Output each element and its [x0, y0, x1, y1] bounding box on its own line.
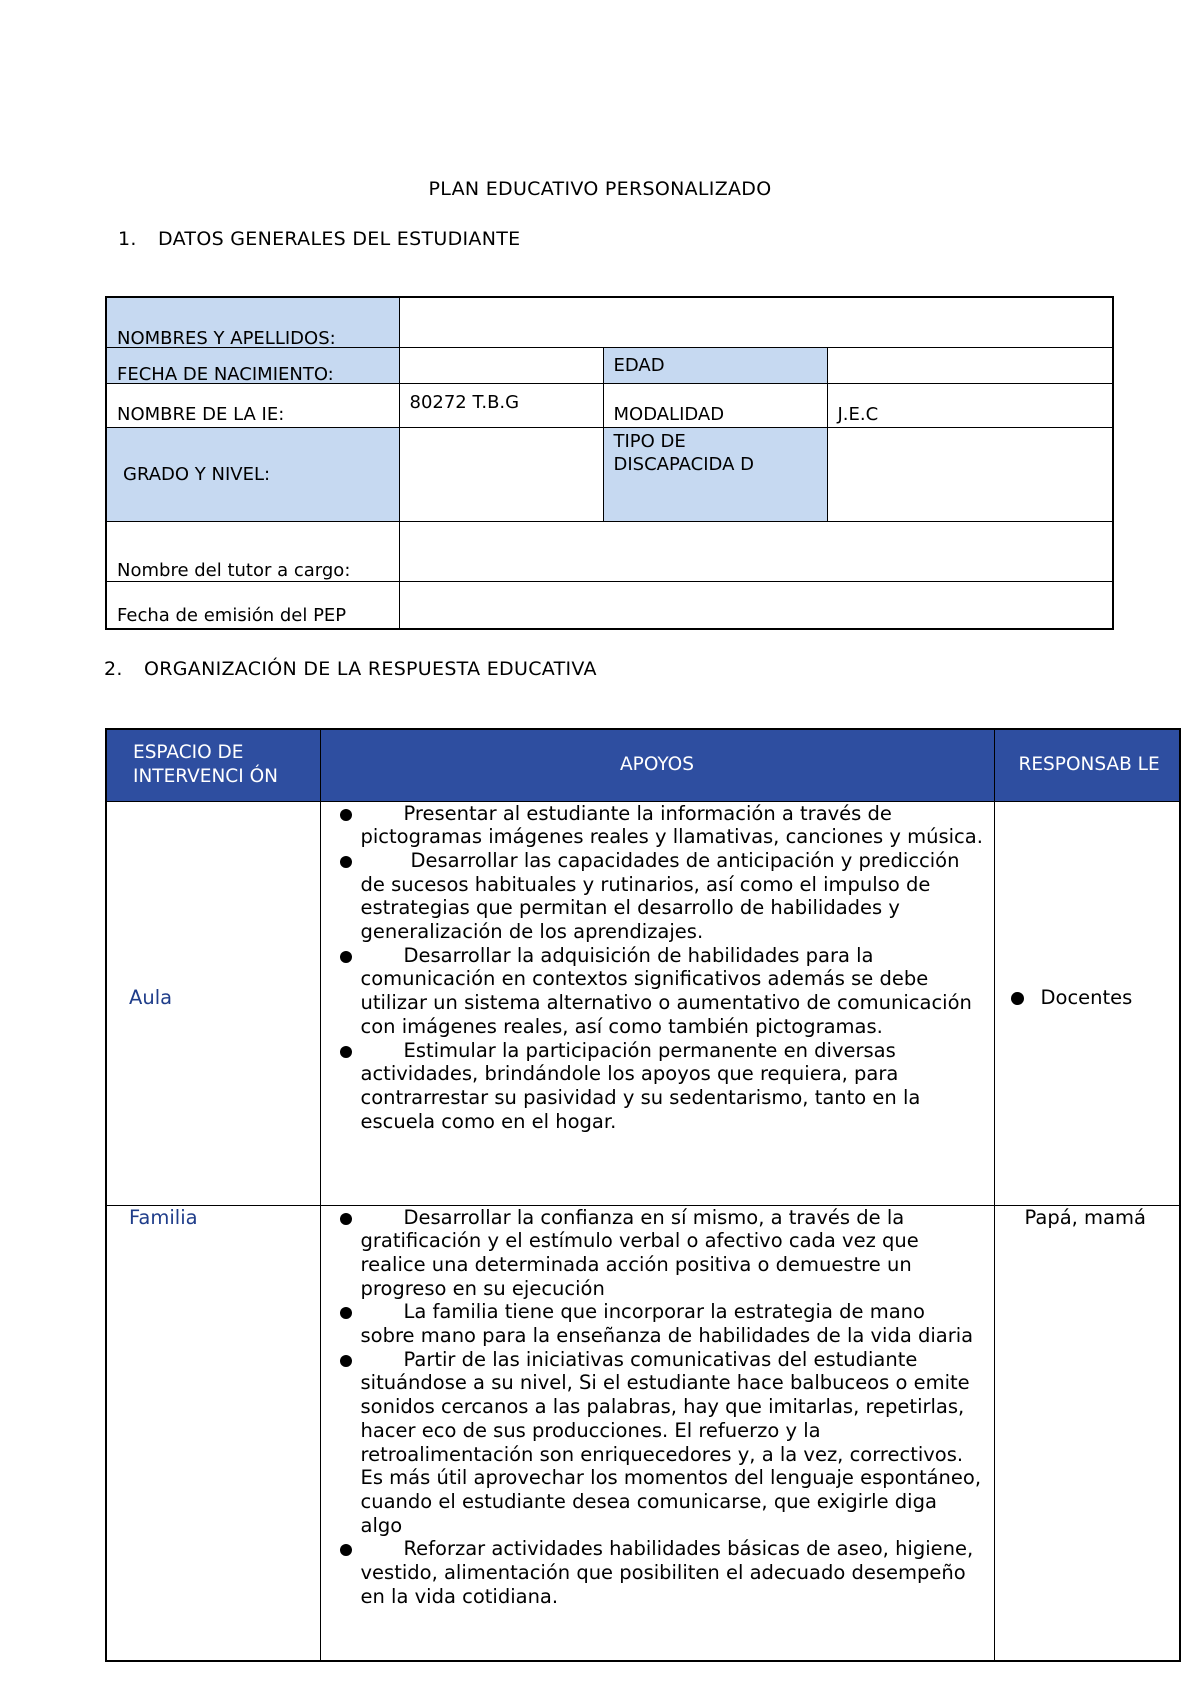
- bullet-icon: [340, 1307, 352, 1319]
- grado-nivel-label-text: GRADO Y NIVEL:: [123, 463, 271, 485]
- nombres-value[interactable]: [399, 297, 1113, 347]
- grado-nivel-value[interactable]: [399, 427, 603, 521]
- bullet-icon: [1011, 992, 1024, 1005]
- emision-value[interactable]: [399, 581, 1113, 629]
- apoyo-text: Desarrollar la confianza en sí mismo, a través de la gratificación y el estímulo verbal o afectivo cada vez que realice una determinada acción positiva o demuestre un progreso en su ejecución: [360, 1205, 919, 1300]
- list-item: [361, 802, 984, 849]
- bullet-icon: [340, 1046, 352, 1058]
- header-responsable: RESPONSAB LE: [994, 729, 1180, 801]
- section-1-heading: [118, 228, 520, 250]
- row-familia-responsable: Papá, mamá: [994, 1205, 1180, 1661]
- header-espacio: ESPACIO DE INTERVENCI ÓN: [106, 729, 320, 801]
- apoyo-text: Estimular la participación permanente en diversas actividades, brindándole los apoyos que requiera, para contrarrestar su pasividad y su sedentarismo, tanto en la escuela como en el hogar.: [360, 1038, 921, 1133]
- section-1-number: 1.: [118, 228, 137, 250]
- modalidad-label: MODALIDAD: [603, 383, 827, 427]
- bullet-icon: [340, 1213, 352, 1225]
- list-item: [361, 1300, 984, 1347]
- discapacidad-label-text: TIPO DE DISCAPACIDA D: [613, 430, 754, 475]
- section-2-heading: [104, 658, 597, 680]
- respuesta-educativa-table: [105, 728, 1181, 1662]
- tutor-value[interactable]: [399, 521, 1113, 581]
- row-aula-espacio: Aula: [106, 801, 320, 1205]
- discapacidad-label: [603, 427, 827, 521]
- apoyo-text: Desarrollar las capacidades de anticipación y predicción de sucesos habituales y rutinarios, así como el impulso de estrategias que permitan el desarrollo de habilidades y generalización de los aprendizajes.: [360, 848, 960, 944]
- row-familia-espacio: Familia: [106, 1205, 320, 1661]
- fecha-nacimiento-label: FECHA DE NACIMIENTO:: [106, 347, 399, 383]
- bullet-icon: [340, 856, 352, 868]
- bullet-icon: [340, 951, 352, 963]
- emision-label: Fecha de emisión del PEP: [106, 581, 399, 629]
- document-title: PLAN EDUCATIVO PERSONALIZADO: [428, 178, 772, 200]
- datos-generales-table: [105, 296, 1114, 630]
- ie-value[interactable]: 80272 T.B.G: [399, 383, 603, 427]
- list-item: [361, 849, 984, 944]
- apoyo-text: La familia tiene que incorporar la estrategia de mano sobre mano para la enseñanza de habilidades de la vida diaria: [360, 1300, 974, 1348]
- modalidad-value[interactable]: J.E.C: [827, 383, 1113, 427]
- list-item: [361, 1348, 984, 1538]
- apoyo-text: Reforzar actividades habilidades básicas de aseo, higiene, vestido, alimentación que posibiliten el adecuado desempeño en la vida cotidiana.: [360, 1537, 974, 1608]
- nombres-label: NOMBRES Y APELLIDOS:: [106, 297, 399, 347]
- responsable-text: Docentes: [1040, 986, 1133, 1010]
- section-2-number: 2.: [104, 658, 123, 680]
- bullet-icon: [340, 1544, 352, 1556]
- ie-label: NOMBRE DE LA IE:: [106, 383, 399, 427]
- discapacidad-value[interactable]: [827, 427, 1113, 521]
- edad-label: EDAD: [603, 347, 827, 383]
- bullet-icon: [340, 809, 352, 821]
- row-aula-apoyos: [320, 801, 994, 1205]
- fecha-nacimiento-value[interactable]: [399, 347, 603, 383]
- header-apoyos: APOYOS: [320, 729, 994, 801]
- list-item: [361, 1039, 984, 1134]
- grado-nivel-label: [106, 427, 399, 521]
- row-aula-responsable: [994, 801, 1180, 1205]
- apoyo-text: Partir de las iniciativas comunicativas del estudiante situándose a su nivel, Si el estudiante hace balbuceos o emite sonidos cercanos a las palabras, hay que imitarlas, repetirlas, hacer eco de sus producciones. El refuerzo y la retroalimentación son enriquecedores y, a la vez, correctivos. Es más útil aprovechar los momentos del lenguaje espontáneo, cuando el estudiante desea comunicarse, que exigirle diga algo: [360, 1347, 982, 1537]
- bullet-icon: [340, 1355, 352, 1367]
- tutor-label: Nombre del tutor a cargo:: [106, 521, 399, 581]
- list-item: [361, 1537, 984, 1608]
- row-familia-apoyos: [320, 1205, 994, 1661]
- list-item: [361, 1206, 984, 1301]
- list-item: [361, 944, 984, 1039]
- section-2-title: ORGANIZACIÓN DE LA RESPUESTA EDUCATIVA: [144, 658, 597, 680]
- apoyo-text: Presentar al estudiante la información a través de pictogramas imágenes reales y llamativas, canciones y música.: [360, 801, 983, 849]
- edad-value[interactable]: [827, 347, 1113, 383]
- section-1-title: DATOS GENERALES DEL ESTUDIANTE: [158, 228, 521, 250]
- apoyo-text: Desarrollar la adquisición de habilidades para la comunicación en contextos significativos además se debe utilizar un sistema alternativo o aumentativo de comunicación con imágenes reales, así como también pictogramas.: [360, 943, 972, 1038]
